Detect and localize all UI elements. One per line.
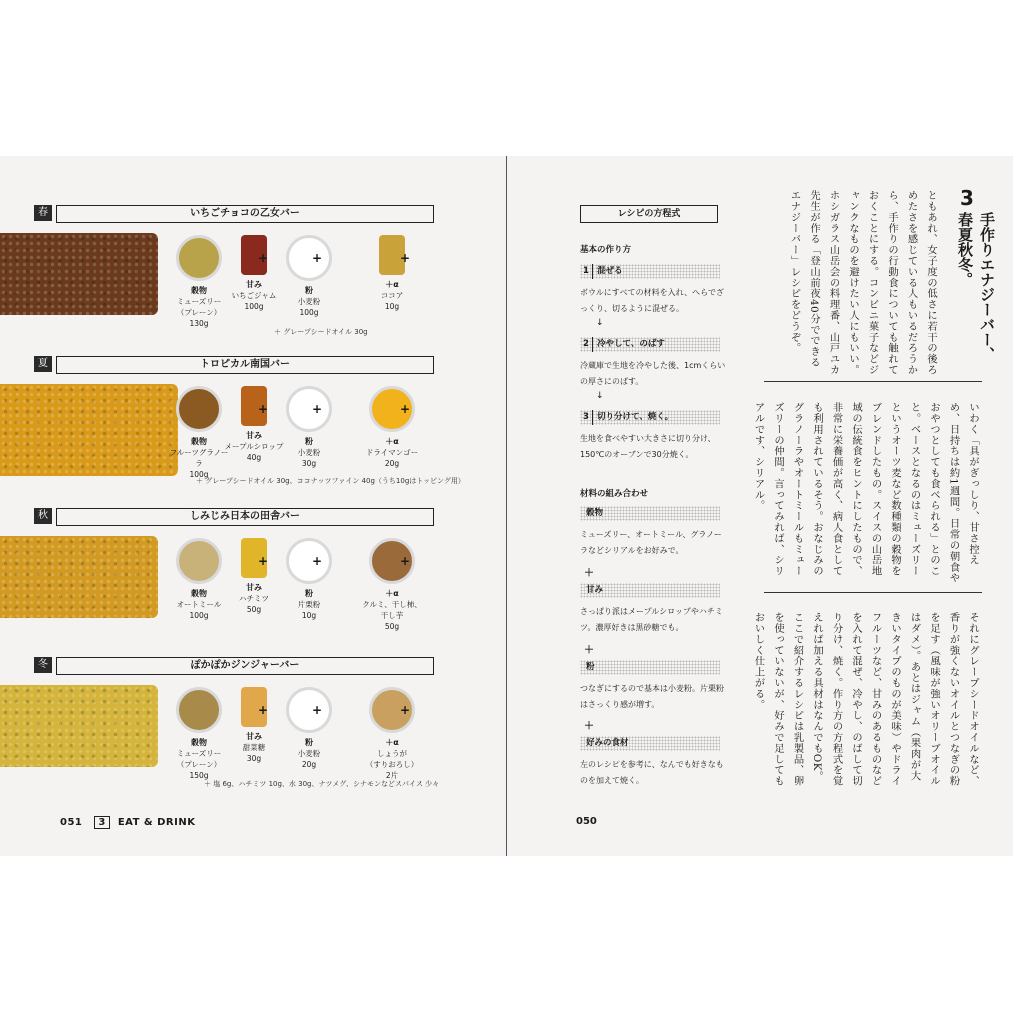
ingredient-name: 甜菜糖: [242, 743, 266, 752]
energy-bar-photo: [0, 384, 178, 476]
ingredient-qty: 40g: [246, 453, 262, 462]
ingredient-bowl-image: [286, 687, 332, 733]
ingredient-sub: （プレーン）: [176, 308, 222, 317]
ingredient-category: ＋α: [385, 280, 399, 289]
ingredient-bowl-image: [286, 235, 332, 281]
ingredient-item: [279, 235, 339, 318]
section-name: EAT & DRINK: [117, 817, 196, 828]
body-paragraph-2: いわく「具がぎっしり、甘さ控えめ、日持ちは約1週間。日常の朝食やおやつとしても食べられる」とのこと。ベースとなるのはミューズリーというオーツ麦など数種類の穀物をブレンドしたもの。スイスの山岳地域の伝統食をヒントにしたもので、非常に栄養価が高く、病人食としても利用されているそう。おなじみのグラノーラやオートミールもミューズリーの仲間。言ってみれば、シリアルです、シリアル。: [752, 402, 979, 584]
ingredient-category: 粉: [305, 738, 313, 747]
material-favorite-label: 好みの食材: [580, 736, 720, 751]
ingredient-item: [279, 687, 339, 770]
energy-bar-photo: [0, 685, 158, 767]
season-tag: 夏: [34, 356, 52, 372]
ingredient-qty: 2片: [385, 771, 399, 780]
ingredient-item: [224, 538, 284, 615]
ingredient-item: [169, 235, 229, 329]
ingredient-name: フルーツグラノーラ: [169, 448, 229, 468]
ingredient-item: [169, 687, 229, 781]
body-paragraph-1: ともあれ、女子度の低さに若干の後ろめたさを感じている人もいるだろうから、手作りの行動食についても触れておくことにする。コンビニ菓子などジャンクなものを避けたい人にもいい。ホシガラス山岳会の料理番、山戸ユカ先生が作る「登山前夜40分でできるエナジーバー」レシピをどうぞ。: [788, 190, 937, 376]
extra-ingredients-note: ＋ グレープシードオイル 30g、ココナッツファイン 40g（うち10gはトッピング用）: [196, 477, 465, 485]
step-2: [580, 337, 720, 352]
plus-sign: +: [312, 251, 323, 265]
ingredient-qty: 100g: [299, 308, 319, 317]
ingredient-item: [169, 386, 229, 480]
step-2-number: 2: [580, 337, 593, 352]
step-2-label: 冷やして、のばす: [597, 339, 665, 349]
ingredient-name: ドライマンゴー: [365, 448, 419, 457]
ingredient-name: 小麦粉: [297, 448, 321, 457]
ingredient-qty: 130g: [189, 319, 209, 328]
ingredient-qty: 100g: [189, 470, 209, 479]
body-paragraph-3: それにグレープシードオイルなど、香りが強くないオイルとつなぎの粉を足す（風味が強いオリーブオイルはダメ）。あとはジャム（果肉が大きいタイプのものが美味）やドライフルーツなど、甘みのあるものなどを入れて混ぜ、冷やし、のばして切り分け、焼く。作り方の方程式を覚えれば加える具材はなんでもOK。ここで紹介するレシピは乳製品、卵を使っていないが、好みで足してもおいしく仕上がる。: [752, 612, 979, 787]
plus-sign: +: [400, 402, 411, 416]
plus-sign: +: [400, 251, 411, 265]
left-page-footer: [60, 816, 195, 829]
plus-sign: +: [312, 402, 323, 416]
chapter-title-line1: 手作りエナジーバー、: [978, 212, 996, 362]
material-plus-3: ＋: [584, 721, 594, 732]
ingredient-category: 穀物: [191, 286, 207, 295]
column-rule-1: [764, 381, 982, 382]
ingredient-bowl-image: [286, 538, 332, 584]
ingredient-name: いちごジャム: [231, 291, 277, 300]
step-1: [580, 264, 720, 279]
ingredient-bowl-image: [286, 386, 332, 432]
ingredient-item: [279, 538, 339, 621]
ingredient-category: ＋α: [385, 738, 399, 747]
plus-sign: +: [258, 554, 269, 568]
plus-sign: +: [400, 703, 411, 717]
ingredient-qty: 30g: [301, 459, 317, 468]
bar-title: いちごチョコの乙女バー: [56, 205, 434, 223]
bar-title: しみじみ日本の田舎バー: [56, 508, 434, 526]
season-tag: 春: [34, 205, 52, 221]
basic-method-heading: 基本の作り方: [580, 245, 632, 255]
ingredient-category: 粉: [305, 437, 313, 446]
ingredient-sub: （プレーン）: [176, 760, 222, 769]
step-1-text: ボウルにすべての材料を入れ、へらでざっくり、切るように混ぜる。: [580, 288, 724, 313]
chapter-title: [950, 212, 998, 372]
ingredient-category: 甘み: [246, 583, 262, 592]
ingredient-bowl-image: [176, 386, 222, 432]
left-page-number: 051: [60, 817, 83, 828]
step-3-text: 生地を食べやすい大きさに切り分け、150℃のオーブンで30分焼く。: [580, 434, 716, 459]
ingredient-item: [224, 386, 284, 463]
ingredient-item: [169, 538, 229, 621]
bar-title: トロピカル南国バー: [56, 356, 434, 374]
step-1-number: 1: [580, 264, 593, 279]
material-flour-label: 粉: [580, 660, 720, 675]
material-plus-2: ＋: [584, 645, 594, 656]
energy-bar-photo: [0, 233, 158, 315]
ingredient-qty: 20g: [384, 459, 400, 468]
ingredient-bowl-image: [176, 687, 222, 733]
ingredient-qty: 100g: [189, 611, 209, 620]
extra-ingredients-note: ＋ グレープシードオイル 30g: [274, 328, 368, 336]
ingredient-qty: 50g: [384, 622, 400, 631]
season-tag: 秋: [34, 508, 52, 524]
ingredient-name: ミューズリー: [176, 749, 222, 758]
ingredient-category: 穀物: [191, 589, 207, 598]
plus-sign: +: [258, 402, 269, 416]
ingredient-item: [279, 386, 339, 469]
ingredient-item: [224, 687, 284, 764]
bar-title: ぽかぽかジンジャーバー: [56, 657, 434, 675]
season-tag: 冬: [34, 657, 52, 673]
equation-header: レシピの方程式: [580, 205, 718, 223]
plus-sign: +: [258, 251, 269, 265]
step-2-text: 冷蔵庫で生地を冷やした後、1cmくらいの厚さにのばす。: [580, 361, 726, 386]
ingredient-name: 片栗粉: [297, 600, 321, 609]
page-gutter: [506, 156, 507, 856]
step-3-label: 切り分けて、焼く。: [597, 412, 674, 422]
material-grain-text: ミューズリー、オートミール、グラノーラなどシリアルをお好みで。: [580, 530, 722, 555]
material-favorite-text: 左のレシピを参考に、なんでも好きなものを加えて焼く。: [580, 760, 724, 785]
ingredient-category: 甘み: [246, 280, 262, 289]
ingredient-category: 粉: [305, 589, 313, 598]
ingredient-category: ＋α: [385, 437, 399, 446]
ingredient-category: 粉: [305, 286, 313, 295]
ingredient-item: [362, 386, 422, 469]
combo-heading: 材料の組み合わせ: [580, 489, 649, 499]
plus-sign: +: [312, 554, 323, 568]
ingredient-category: 甘み: [246, 431, 262, 440]
ingredient-category: 穀物: [191, 738, 207, 747]
plus-sign: +: [312, 703, 323, 717]
extra-ingredients-note: ＋ 塩 6g、ハチミツ 10g、水 30g、ナツメグ、シナモンなどスパイス 少々: [204, 780, 440, 788]
ingredient-bowl-image: [176, 538, 222, 584]
material-plus-1: ＋: [584, 568, 594, 579]
step-1-label: 混ぜる: [597, 266, 623, 276]
step-arrow-2: ↓: [596, 391, 604, 401]
material-flour-text: つなぎにするので基本は小麦粉。片栗粉はさっくり感が増す。: [580, 684, 724, 709]
plus-sign: +: [258, 703, 269, 717]
material-sweet-label: 甘み: [580, 583, 720, 598]
ingredient-qty: 10g: [301, 611, 317, 620]
ingredient-sub: （すりおろし）: [365, 760, 419, 769]
ingredient-category: 穀物: [191, 437, 207, 446]
ingredient-item: [224, 235, 284, 312]
ingredient-qty: 20g: [301, 760, 317, 769]
ingredient-item: [362, 235, 422, 312]
ingredient-category: 甘み: [246, 732, 262, 741]
material-grain-label: 穀物: [580, 506, 720, 521]
ingredient-qty: 10g: [384, 302, 400, 311]
ingredient-category: ＋α: [385, 589, 399, 598]
step-3-number: 3: [580, 410, 593, 425]
plus-sign: +: [400, 554, 411, 568]
energy-bar-photo: [0, 536, 158, 618]
section-number: 3: [94, 816, 109, 829]
ingredient-name: しょうが: [377, 749, 407, 758]
ingredient-item: [362, 538, 422, 632]
ingredient-name: オートミール: [176, 600, 222, 609]
ingredient-bowl-image: [176, 235, 222, 281]
column-rule-2: [764, 592, 982, 593]
ingredient-name: メープルシロップ: [224, 442, 284, 451]
chapter-title-line2: 春夏秋冬。: [956, 212, 974, 287]
step-3: [580, 410, 720, 425]
ingredient-name: ミューズリー: [176, 297, 222, 306]
chapter-number: 3: [960, 186, 974, 210]
material-sweet-text: さっぱり派はメープルシロップやハチミツ。濃厚好きは黒砂糖でも。: [580, 607, 723, 632]
ingredient-qty: 100g: [244, 302, 264, 311]
ingredient-name: ハチミツ: [239, 594, 269, 603]
ingredient-name: ココア: [380, 291, 404, 300]
ingredient-qty: 30g: [246, 754, 262, 763]
ingredient-name: 小麦粉: [297, 297, 321, 306]
ingredient-qty: 50g: [246, 605, 262, 614]
ingredient-item: [362, 687, 422, 781]
ingredient-qty: 150g: [189, 771, 209, 780]
right-page-number: 050: [576, 816, 597, 827]
ingredient-name: クルミ、干し柿、干し芋: [362, 600, 422, 620]
ingredient-name: 小麦粉: [297, 749, 321, 758]
step-arrow-1: ↓: [596, 318, 604, 328]
